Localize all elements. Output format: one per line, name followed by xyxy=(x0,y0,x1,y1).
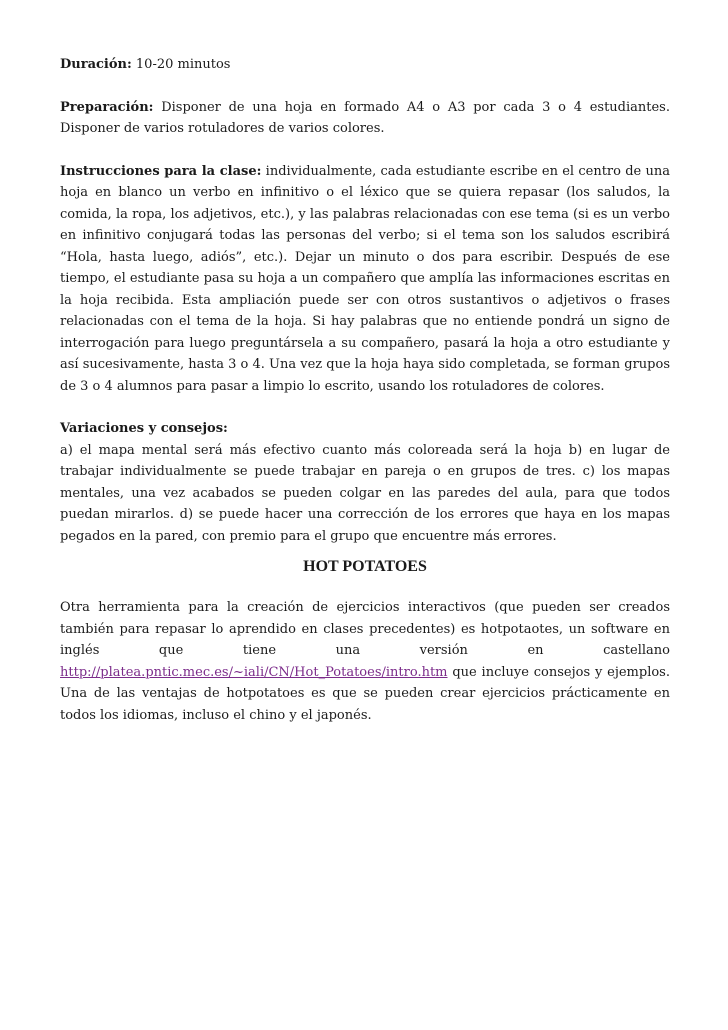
instrucciones-text: individualmente, cada estudiante escribe en el centro de una hoja en blanco un verbo en infinitivo o el léxico que se quiera repasar (los saludos, la comida, la ropa, los adjetivos, etc.), y las palabras relacionadas con ese tema (si es un verbo en infinitivo conjugará todas las personas del verbo; si el tema son los saludos escribirá “Hola, hasta luego, adiós”, etc.). Dejar un minuto o dos para escribir. Después de ese tiempo, el estudiante pasa su hoja a un compañero que amplía las informaciones escritas en la hoja recibida. Esta ampliación puede ser con otros sustantivos o adjetivos o frases relacionadas con el tema de la hoja. Si hay palabras que no entiende pondrá un signo de interrogación para luego preguntársela a su compañero, pasará la hoja a otro estudiante y así sucesivamente, hasta 3 o 4. Una vez que la hoja haya sido completada, se forman grupos de 3 o 4 alumnos para pasar a limpio lo escrito, usando los rotuladores de colores. xyxy=(60,163,670,394)
hot-potatoes-paragraph xyxy=(60,597,670,726)
document-page xyxy=(60,54,670,723)
variaciones-label: Variaciones y consejos: xyxy=(60,421,228,436)
variaciones-label-line xyxy=(60,418,670,440)
preparacion-text: Disponer de una hoja en formado A4 o A3 por cada 3 o 4 estudiantes. Disponer de varios rotuladores de varios colores. xyxy=(60,99,670,136)
duracion-text: 10-20 minutos xyxy=(131,57,231,72)
preparacion-paragraph xyxy=(60,97,670,140)
hot-potatoes-heading: HOT POTATOES xyxy=(303,558,427,575)
duracion-paragraph xyxy=(60,54,670,76)
hot-potatoes-text-before: Otra herramienta para la creación de ejercicios interactivos (que pueden ser creados también para repasar lo aprendido en clases precedentes) es hotpotaotes, un software en inglés que tiene una versión en castellano xyxy=(60,600,670,658)
duracion-label: Duración: xyxy=(60,57,132,72)
variaciones-paragraph: a) el mapa mental será más efectivo cuanto más coloreada será la hoja b) en lugar de trabajar individualmente se puede trabajar en pareja o en grupos de tres. c) los mapas mentales, una vez acabados se pueden colgar en las paredes del aula, para que todos puedan mirarlos. d) se puede hacer una corrección de los errores que haya en los mapas pegados en la pared, con premio para el grupo que encuentre más errores. xyxy=(60,442,670,544)
instrucciones-label: Instrucciones para la clase: xyxy=(60,163,262,179)
instrucciones-paragraph xyxy=(60,161,670,398)
preparacion-label: Preparación: xyxy=(60,99,154,115)
hot-potatoes-link[interactable]: http://platea.pntic.mec.es/~iali/CN/Hot_Potatoes/intro.htm xyxy=(60,664,448,680)
hot-potatoes-text-after: que incluye consejos y ejemplos. Una de las ventajas de hotpotatoes es que se pueden crear ejercicios prácticamente en todos los idiomas, incluso el chino y el japonés. xyxy=(60,664,670,723)
hot-potatoes-section xyxy=(60,597,670,726)
